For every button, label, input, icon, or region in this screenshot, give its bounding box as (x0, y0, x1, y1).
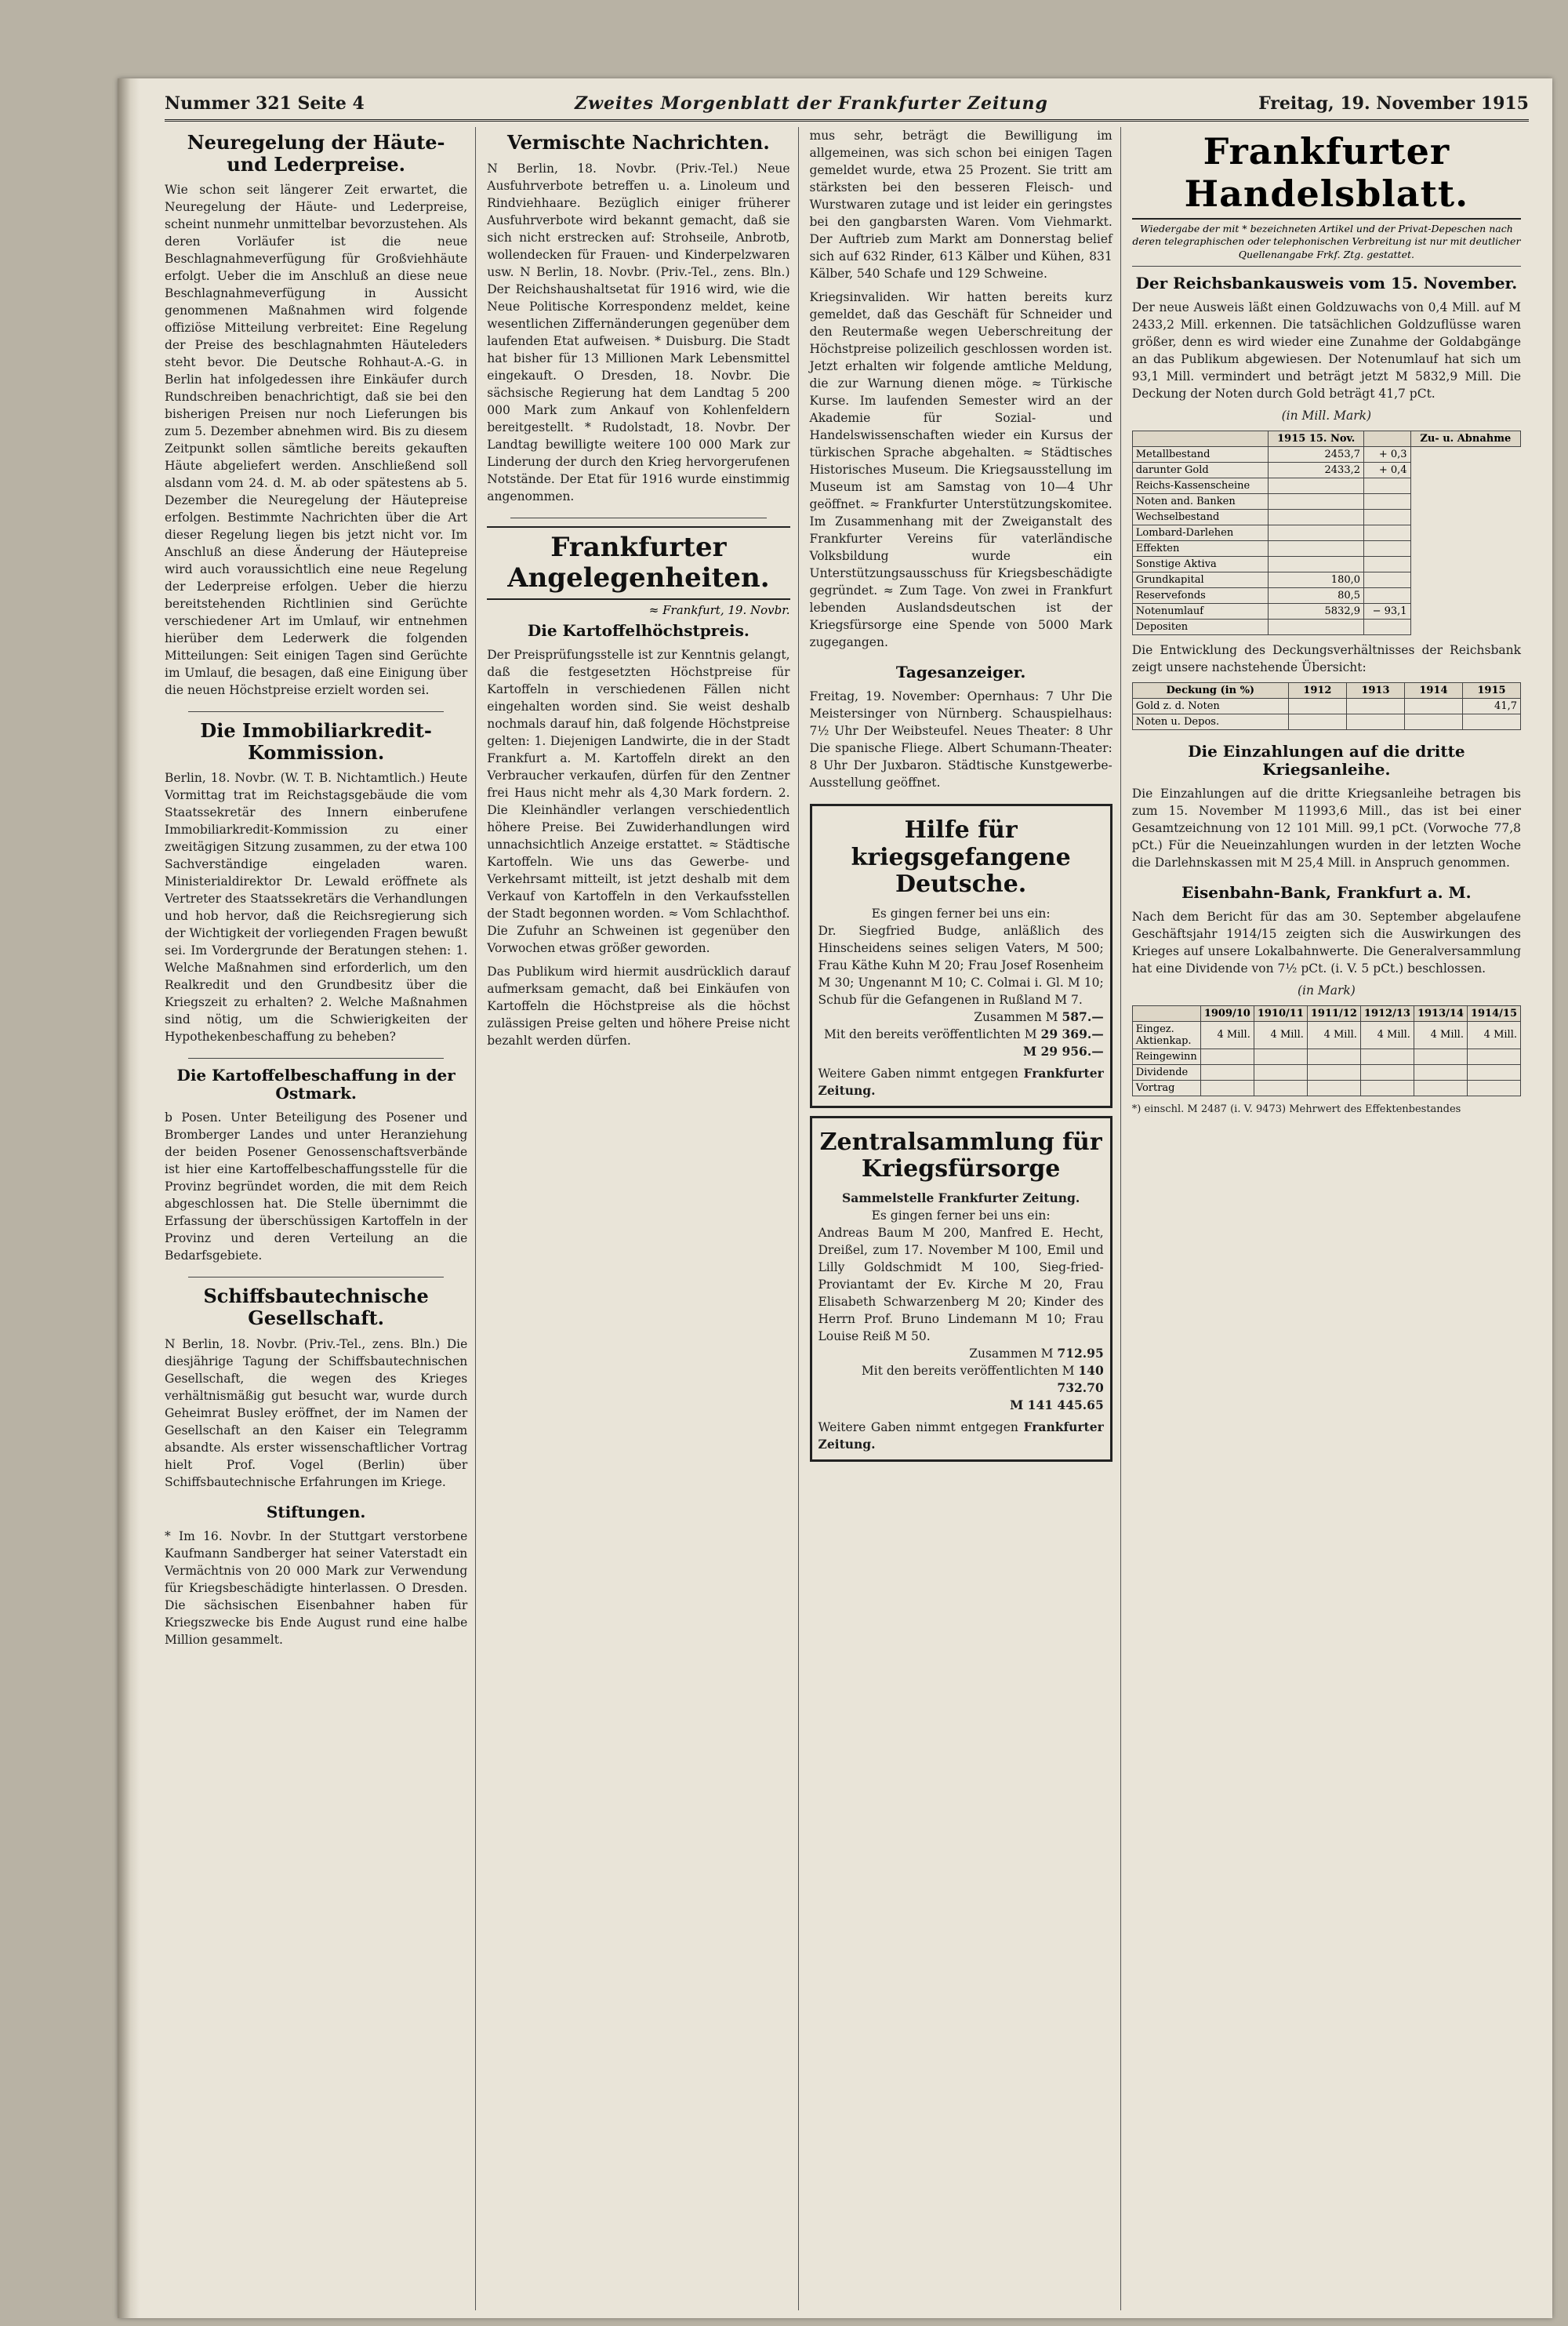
sum-label: Zusammen M (974, 1009, 1058, 1024)
table-cell: Noten and. Banken (1132, 493, 1269, 509)
article-potato-ostmark (165, 1067, 467, 1264)
table-row (1132, 1021, 1520, 1049)
table-header (1364, 431, 1411, 446)
sum-label: Zusammen M (969, 1346, 1054, 1361)
table-cell (1346, 698, 1404, 714)
table-cell: Vortrag (1132, 1080, 1200, 1096)
table-row (1132, 714, 1520, 729)
table-cell (1414, 1049, 1467, 1064)
table-row (1132, 619, 1520, 634)
table-header: 1910/11 (1254, 1005, 1307, 1021)
footer-note: Weitere Gaben nimmt entgegen (818, 1066, 1018, 1081)
sum-value: 587.— (1062, 1009, 1104, 1024)
table-row (1132, 462, 1520, 478)
section-masthead-commerce: Frankfurter Handelsblatt. (1132, 127, 1521, 220)
table-row (1132, 525, 1520, 540)
table-cell (1364, 509, 1411, 525)
table-row (1132, 493, 1520, 509)
prev-value: 140 732.70 (1057, 1362, 1104, 1395)
table-header: 1909/10 (1200, 1005, 1254, 1021)
article-body: Das Publikum wird hiermit ausdrücklich darauf aufmerksam gemacht, daß bei Einkäufen von Kartoffeln die Höchstpreise als die höchst zulässigen Preise gelten und höhere Preise nicht bezahlt werden dürfen. (487, 964, 790, 1048)
article-body: Kriegsinvaliden. Wir hatten bereits kurz gemeldet, daß das Geschäft für Schneider und den Reutermaße wegen Ueberschreitung der Höchstpreise polizeilich geschlossen worden ist. Jetzt erhalten wir folgende amtliche Meldung, die zur Warnung dienen möge. ≈ Türkische Kurse. Im laufenden Semester wird an der Akademie für Sozial- und Handelswissenschaften wieder ein Kursus der türkischen Sprache abgehalten. ≈ Städtisches Historisches Museum. Die Kriegsausstellung im Museum ist am Samstag von 10—4 Uhr geöffnet. ≈ Frankfurter Unterstützungskomitee. Im Zusammenhang mit der Zweiganstalt des Frankfurter Vereins für vaterländische Volksbildung wurde ein Unterstützungsausschuss für Kriegsbeschädigte gegründet. ≈ Zum Tage. Von zwei in Frankfurt lebenden Auslandsdeutschen ist der Kriegsfürsorge eine Spende von 5000 Mark zugegangen. (809, 290, 1112, 649)
prev-value: 29 369.— (1040, 1026, 1104, 1041)
table-cell (1364, 525, 1411, 540)
table-row (1132, 556, 1520, 572)
article-miscellaneous (487, 132, 789, 505)
table-cell: 5832,9 (1269, 603, 1364, 619)
article-title: Tagesanzeiger. (895, 663, 1026, 681)
table-cell (1467, 1049, 1520, 1064)
page-fold-shadow (118, 78, 140, 2318)
table-cell: Reservefonds (1132, 587, 1269, 603)
table-row (1132, 1080, 1520, 1096)
table-cell (1364, 493, 1411, 509)
footer-note: Weitere Gaben nimmt entgegen (818, 1419, 1018, 1434)
table-cell: 4 Mill. (1200, 1021, 1254, 1049)
table-row (1132, 446, 1520, 462)
reichsbank-table (1132, 431, 1521, 635)
box-title: Hilfe für kriegsgefangene Deutsche. (851, 816, 1071, 898)
table-cell (1414, 1064, 1467, 1080)
table-cell (1288, 714, 1346, 729)
table-cell (1254, 1064, 1307, 1080)
donation-box-war-relief (810, 1116, 1112, 1462)
table-cell: Metallbestand (1132, 446, 1269, 462)
table-cell: Dividende (1132, 1064, 1200, 1080)
box-body: Andreas Baum M 200, Manfred E. Hecht, Dreißel, zum 17. November M 100, Emil und Lilly Goldschmidt M 100, Sieg-fried-Proviantamt der Ev. Kirche M 20, Frau Elisabeth Schwarzenberg M 20; Kinder des Herrn Prof. Bruno Lindemann M 10; Frau Louise Reiß M 50. (818, 1225, 1104, 1343)
table-cell (1360, 1080, 1414, 1096)
article-title: Vermischte Nachrichten. (507, 131, 770, 154)
table-row (1132, 1049, 1520, 1064)
table-cell: Wechselbestand (1132, 509, 1269, 525)
table-cell (1200, 1064, 1254, 1080)
table-cell: Sonstige Aktiva (1132, 556, 1269, 572)
table-cell (1364, 540, 1411, 556)
table-cell (1346, 714, 1404, 729)
article-title: Die Immobiliarkredit-Kommission. (200, 719, 432, 764)
article-body: Wie schon seit längerer Zeit erwartet, die Neuregelung der Häute- und Lederpreise, scheint nunmehr unmittelbar bevorzustehen. Als deren Vorläufer ist die neue Beschlagnahmeverfügung für Großviehhäute erfolgt. Ueber die im Anschluß an diese neue Beschlagnahmeverfügung in Aussicht genommenen Maßnahmen wird folgende offiziöse Mitteilung verbreitet: Eine Regelung der Preise des beschlagnahmten Häuteleders steht bevor. Die Deutsche Rohhaut-A.-G. in Berlin hat infolgedessen ihre Einkäufer durch Rundschreiben benachrichtigt, daß sie bei den bisherigen Preisen nur noch Lieferungen bis zum 5. Dezember abnehmen wird. Bis zu diesem Zeitpunkt sollen sämtliche bereits gekauften Häute abgeliefert werden. Anschließend soll alsdann vom 24. d. M. ab oder spätestens ab 5. Dezember die Neuregelung der Häutepreise erfolgen. Bestimmte Nachrichten über die Art dieser Regelung liegen bis jetzt nicht vor. Im Anschluß an diese Änderung der Häutepreise wird auch voraussichtlich eine neue Regelung der Lederpreise erfolgen. Ueber die hierzu bereitstehenden Richtlinien sind Gerüchte verschiedener Art im Umlauf, wir entnehmen hierüber dem Lederwerk die folgenden Mitteilungen: Seit einigen Tagen sind Gerüchte im Umlauf, die besagen, daß eine Einigung über die neuen Höchstpreise erzielt worden sei. (165, 183, 468, 698)
article-title: Die Kartoffelbeschaffung in der Ostmark. (176, 1066, 456, 1103)
article-body: Die Entwicklung des Deckungsverhältnisses der Reichsbank zeigt unsere nachstehende Übersicht: (1131, 642, 1521, 674)
article-market-news (810, 127, 1112, 651)
coverage-table (1132, 682, 1521, 730)
prev-label: Mit den bereits veröffentlichten M (824, 1027, 1037, 1041)
table-row (1132, 603, 1520, 619)
section-title: Frankfurter Angelegenheiten. (487, 526, 789, 600)
table-header: 1915 15. Nov. (1269, 431, 1364, 446)
table-cell (1360, 1049, 1414, 1064)
table-header: Deckung (in %) (1132, 682, 1288, 698)
table-header: 1914 (1404, 682, 1462, 698)
table-cell: Reichs-Kassenscheine (1132, 478, 1269, 493)
article-body: Berlin, 18. Novbr. (W. T. B. Nichtamtlich.) Heute Vormittag trat im Reichstagsgebäude die vom Staatssekretär des Innern einberufene Immobiliarkredit-Kommission zu einer zweitägigen Sitzung zusammen, zu der etwa 100 Sachverständige eingeladen waren. Ministerialdirektor Dr. Lewald eröffnete als Vertreter des Staatssekretärs die Verhandlungen und hob hervor, daß die Reichsregierung sich der Wichtigkeit der vorliegenden Fragen bewußt sei. Im Vordergrunde der Beratungen stehen: 1. Welche Maßnahmen sind erforderlich, um den Realkredit und den Grundbesitz über die Kriegszeit zu erhalten? 2. Welche Maßnahmen sind nötig, um die Schwierigkeiten der Hypothekenbeschaffung zu beheben? (165, 771, 468, 1045)
table-cell: 4 Mill. (1414, 1021, 1467, 1049)
table-cell (1269, 493, 1364, 509)
article-body: mus sehr, beträgt die Bewilligung im allgemeinen, was sich schon bei einigen Tagen gemeldet wurde, etwa 25 Prozent. Sie tritt am stärksten bei den besseren Fleisch- und Wurstwaren zutage und ist leider ein geringstes bei den gangbarsten Waren. Vom Viehmarkt. Der Auftrieb zum Markt am Donnerstag belief sich auf 632 Rinder, 613 Kälber und Kühen, 831 Kälber, 540 Schafe und 129 Schweine. (809, 129, 1112, 281)
article-body: * Im 16. Novbr. In der Stuttgart verstorbene Kaufmann Sandberger hat seiner Vaterstadt ein Vermächtnis von 20 000 Mark zur Verwendung für Kriegsbeschädigte hinterlassen. O Dresden. Die sächsischen Eisenbahner haben für Kriegszwecke bis Ende August rund eine halbe Million gesammelt. (165, 1528, 468, 1647)
table-header: 1914/15 (1467, 1005, 1520, 1021)
box-subtitle: Sammelstelle Frankfurter Zeitung. (842, 1190, 1080, 1205)
table-cell: Notenumlauf (1132, 603, 1269, 619)
table-row (1132, 1064, 1520, 1080)
table-cell (1360, 1064, 1414, 1080)
box-intro: Es gingen ferner bei uns ein: (871, 1208, 1051, 1223)
table-cell: Noten u. Depos. (1132, 714, 1288, 729)
table-cell: Grundkapital (1132, 572, 1269, 587)
reprint-notice: Wiedergabe der mit * bezeichneten Artikel und der Privat-Depeschen nach deren telegraphischen oder telephonischen Verbreitung ist nur mit deutlicher Quellenangabe Frkf. Ztg. gestattet. (1132, 223, 1521, 267)
table-cell (1364, 619, 1411, 634)
article-body: Nach dem Bericht für das am 30. September abgelaufene Geschäftsjahr 1914/15 zeigten sich die Auswirkungen des Krieges auf unsere Lokalbahnwerte. Die Generalversammlung hat eine Dividende von 7½ pCt. (i. V. 5 pCt.) beschlossen. (1131, 909, 1521, 976)
table-cell (1414, 1080, 1467, 1096)
table-cell (1269, 556, 1364, 572)
article-shipbuilding (165, 1285, 467, 1490)
table-cell (1364, 556, 1411, 572)
divider (188, 711, 444, 712)
divider (188, 1058, 444, 1059)
table-caption: (in Mark) (1297, 983, 1356, 998)
table-cell (1307, 1049, 1360, 1064)
article-title: Die Kartoffelhöchstpreis. (527, 620, 750, 640)
paper-name: Frankfurter Zeitung. (818, 1419, 1104, 1452)
article-body: Der neue Ausweis läßt einen Goldzuwachs von 0,4 Mill. auf M 2433,2 Mill. erkennen. Die tatsächlichen Goldzuflüsse waren größer, denn es wird wieder eine Zunahme der Goldabgänge an das Publikum abgewiesen. Der Notenumlauf hat sich um 93,1 Mill. vermindert und beträgt jetzt M 5832,9 Mill. Die Deckung der Noten durch Gold beträgt 41,7 pCt. (1131, 300, 1521, 401)
table-cell: 4 Mill. (1254, 1021, 1307, 1049)
table-header: 1913/14 (1414, 1005, 1467, 1021)
table-cell: Depositen (1132, 619, 1269, 634)
footnote: *) einschl. M 2487 (i. V. 9473) Mehrwert des Effektenbestandes (1131, 1103, 1461, 1115)
table-caption: (in Mill. Mark) (1281, 408, 1372, 423)
table-row (1132, 587, 1520, 603)
article-credit-commission (165, 720, 467, 1045)
table-cell: Effekten (1132, 540, 1269, 556)
article-title: Stiftungen. (266, 1502, 366, 1521)
table-cell: 2453,7 (1269, 446, 1364, 462)
article-war-loan (1132, 743, 1521, 871)
article-railway-bank (1132, 884, 1521, 1117)
table-row (1132, 540, 1520, 556)
column-1 (165, 127, 476, 2310)
table-cell: + 0,3 (1364, 446, 1411, 462)
table-cell (1364, 587, 1411, 603)
table-header: 1911/12 (1307, 1005, 1360, 1021)
table-cell: − 93,1 (1364, 603, 1411, 619)
table-cell: Reingewinn (1132, 1049, 1200, 1064)
table-cell (1200, 1049, 1254, 1064)
table-row (1132, 698, 1520, 714)
table-header: 1913 (1346, 682, 1404, 698)
table-cell (1307, 1064, 1360, 1080)
table-cell: + 0,4 (1364, 462, 1411, 478)
table-cell: Lombard-Darlehen (1132, 525, 1269, 540)
edition-title: Zweites Morgenblatt der Frankfurter Zeitung (575, 93, 1048, 114)
column-3 (810, 127, 1121, 2310)
table-header: Zu- u. Abnahme (1410, 431, 1520, 446)
box-title: Zentralsammlung für Kriegsfürsorge (819, 1128, 1102, 1183)
paper-name: Frankfurter Zeitung. (818, 1065, 1104, 1098)
table-cell: 4 Mill. (1307, 1021, 1360, 1049)
total-value: M 29 956.— (1022, 1043, 1104, 1059)
table-row (1132, 478, 1520, 493)
box-body: Dr. Siegfried Budge, anläßlich des Hinscheidens seines seligen Vaters, M 500; Frau Käthe Kuhn M 20; Frau Josef Rosenheim M 30; Ungenannt M 10; C. Colmai i. Gl. M 10; Schub für die Gefangenen in Rußland M 7. (818, 923, 1104, 1007)
article-body: Der Preisprüfungsstelle ist zur Kenntnis gelangt, daß die festgesetzten Höchstpreise für Kartoffeln in verschiedenen Fällen nicht eingehalten worden sind. Sie weist deshalb nochmals darauf hin, daß folgende Höchstpreise gelten: 1. Diejenigen Landwirte, die in der Stadt Frankfurt a. M. Kartoffeln direkt an den Verbraucher verkaufen, dürfen für den Zentner frei Haus nicht mehr als 4,30 Mark fordern. 2. Die Kleinhändler verlangen verschiedentlich höhere Preise. Bei Zuwiderhandlungen wird unnachsichtlich Anzeige erstattet. ≈ Städtische Kartoffeln. Wie uns das Gewerbe- und Verkehrsamt mitteilt, ist jetzt deshalb mit dem Verkauf von Kartoffeln in den Verkaufsstellen der Stadt begonnen worden. ≈ Vom Schlachthof. Die Zufuhr an Schweinen ist gegenüber den Vorwochen etwas größer geworden. (487, 647, 790, 955)
table-cell (1467, 1064, 1520, 1080)
table-cell (1269, 540, 1364, 556)
table-cell (1404, 698, 1462, 714)
article-title: Neuregelung der Häute- und Lederpreise. (187, 131, 445, 176)
column-2 (487, 127, 798, 2310)
table-cell (1254, 1080, 1307, 1096)
table-cell: 4 Mill. (1467, 1021, 1520, 1049)
total-value: M 141 445.65 (1010, 1397, 1104, 1412)
table-row (1132, 509, 1520, 525)
dateline: ≈ Frankfurt, 19. Novbr. (648, 602, 790, 617)
article-body: b Posen. Unter Beteiligung des Posener und Bromberger Landes und unter Heranziehung der beiden Posener Genossenschaftsverbände ist hier eine Kartoffelbeschaffungsstelle für die Provinz begründet worden, die mit dem Reich abgeschlossen hat. Die Stelle übernimmt die Erfassung der überschüssigen Kartoffeln in der Provinz und deren Verteilung an die Bedarfsgebiete. (165, 1110, 468, 1263)
table-cell (1467, 1080, 1520, 1096)
article-reichsbank (1132, 274, 1521, 730)
table-cell: 80,5 (1269, 587, 1364, 603)
issue-number: Nummer 321 Seite 4 (165, 93, 365, 114)
table-cell (1269, 478, 1364, 493)
table-cell (1288, 698, 1346, 714)
table-cell: 4 Mill. (1360, 1021, 1414, 1049)
table-header: 1912/13 (1360, 1005, 1414, 1021)
prev-label: Mit den bereits veröffentlichten M (861, 1363, 1075, 1378)
column-4 (1132, 127, 1529, 2310)
table-cell (1307, 1080, 1360, 1096)
table-cell (1404, 714, 1462, 729)
article-title: Schiffsbautechnische Gesellschaft. (203, 1285, 429, 1329)
donation-box-prisoners (810, 804, 1112, 1108)
table-cell: Eingez. Aktienkap. (1132, 1021, 1200, 1049)
section-frankfurt-affairs (487, 526, 789, 1049)
table-cell (1462, 714, 1520, 729)
table-cell (1254, 1049, 1307, 1064)
railway-bank-table (1132, 1005, 1521, 1096)
table-cell (1364, 478, 1411, 493)
table-header: 1915 (1462, 682, 1520, 698)
table-cell (1269, 509, 1364, 525)
table-header (1132, 431, 1269, 446)
table-header: 1912 (1288, 682, 1346, 698)
sum-value: 712.95 (1057, 1345, 1104, 1361)
table-cell: 41,7 (1462, 698, 1520, 714)
table-cell (1364, 572, 1411, 587)
article-hides-leather (165, 132, 467, 699)
article-body: Die Einzahlungen auf die dritte Kriegsanleihe betragen bis zum 15. November M 11993,6 Mill., das ist bei einer Gesamtzeichnung von 12 101 Mill. 99,1 pCt. (Vorwoche 77,8 pCt.) Für die Neueinzahlungen wurden in der letzten Woche die Darlehnskassen mit M 25,4 Mill. in Anspruch genommen. (1131, 786, 1521, 870)
table-cell: Gold z. d. Noten (1132, 698, 1288, 714)
article-body: Freitag, 19. November: Opernhaus: 7 Uhr Die Meistersinger von Nürnberg. Schauspielhaus: 7½ Uhr Der Weibsteufel. Neues Theater: 8 Uhr Die spanische Fliege. Albert Schumann-Theater: 8 Uhr Der Juxbaron. Städtische Kunstgewerbe-Ausstellung geöffnet. (809, 689, 1112, 790)
article-title: Die Einzahlungen auf die dritte Kriegsanleihe. (1188, 741, 1465, 779)
issue-date: Freitag, 19. November 1915 (1258, 93, 1529, 114)
article-title: Der Reichsbankausweis vom 15. November. (1135, 273, 1518, 293)
table-cell (1200, 1080, 1254, 1096)
table-header (1132, 1005, 1200, 1021)
box-intro: Es gingen ferner bei uns ein: (871, 906, 1051, 921)
newspaper-page (118, 78, 1552, 2318)
page-masthead (165, 88, 1529, 122)
table-row (1132, 572, 1520, 587)
table-cell: darunter Gold (1132, 462, 1269, 478)
article-body: N Berlin, 18. Novbr. (Priv.-Tel., zens. Bln.) Die diesjährige Tagung der Schiffsbautechnischen Gesellschaft, die wegen des Krieges verhältnismäßig gut besucht war, wurde durch Geheimrat Busley eröffnet, der im Namen der Gesellschaft an den Kaiser ein Telegramm absandte. Als erster wissenschaftlicher Vortrag hielt Prof. Vogel (Berlin) über Schiffsbautechnische Erfahrungen im Kriege. (165, 1336, 468, 1489)
table-cell (1269, 525, 1364, 540)
table-cell (1269, 619, 1364, 634)
article-foundations (165, 1503, 467, 1648)
article-body: N Berlin, 18. Novbr. (Priv.-Tel.) Neue Ausfuhrverbote betreffen u. a. Linoleum und Rindviehhaare. Bezüglich einiger früherer Ausfuhrverbote wird bekannt gemacht, daß sie sich nicht erstrecken auf: Strohseile, Anbrotb, wollendecken für Frauen- und Kinderpelzwaren usw. N Berlin, 18. Novbr. (Priv.-Tel., zens. Bln.) Der Reichshaushaltsetat für 1916 wird, wie die Neue Politische Korrespondenz meldet, keine wesentlichen Ziffernänderungen gegenüber dem laufenden Etat aufweisen. * Duisburg. Die Stadt hat bisher für 13 Millionen Mark Lebensmittel eingekauft. O Dresden, 18. Novbr. Die sächsische Regierung hat dem Landtag 5 200 000 Mark zum Ankauf von Kohlenfeldern bereitgestellt. * Rudolstadt, 18. Novbr. Der Landtag bewilligte weitere 100 000 Mark zur Linderung der durch den Krieg hervorgerufenen Notstände. Der Etat für 1916 wurde einstimmig angenommen. (487, 161, 790, 503)
table-cell: 2433,2 (1269, 462, 1364, 478)
article-title: Eisenbahn-Bank, Frankfurt a. M. (1181, 882, 1472, 902)
listing-daily (810, 663, 1112, 791)
table-cell: 180,0 (1269, 572, 1364, 587)
